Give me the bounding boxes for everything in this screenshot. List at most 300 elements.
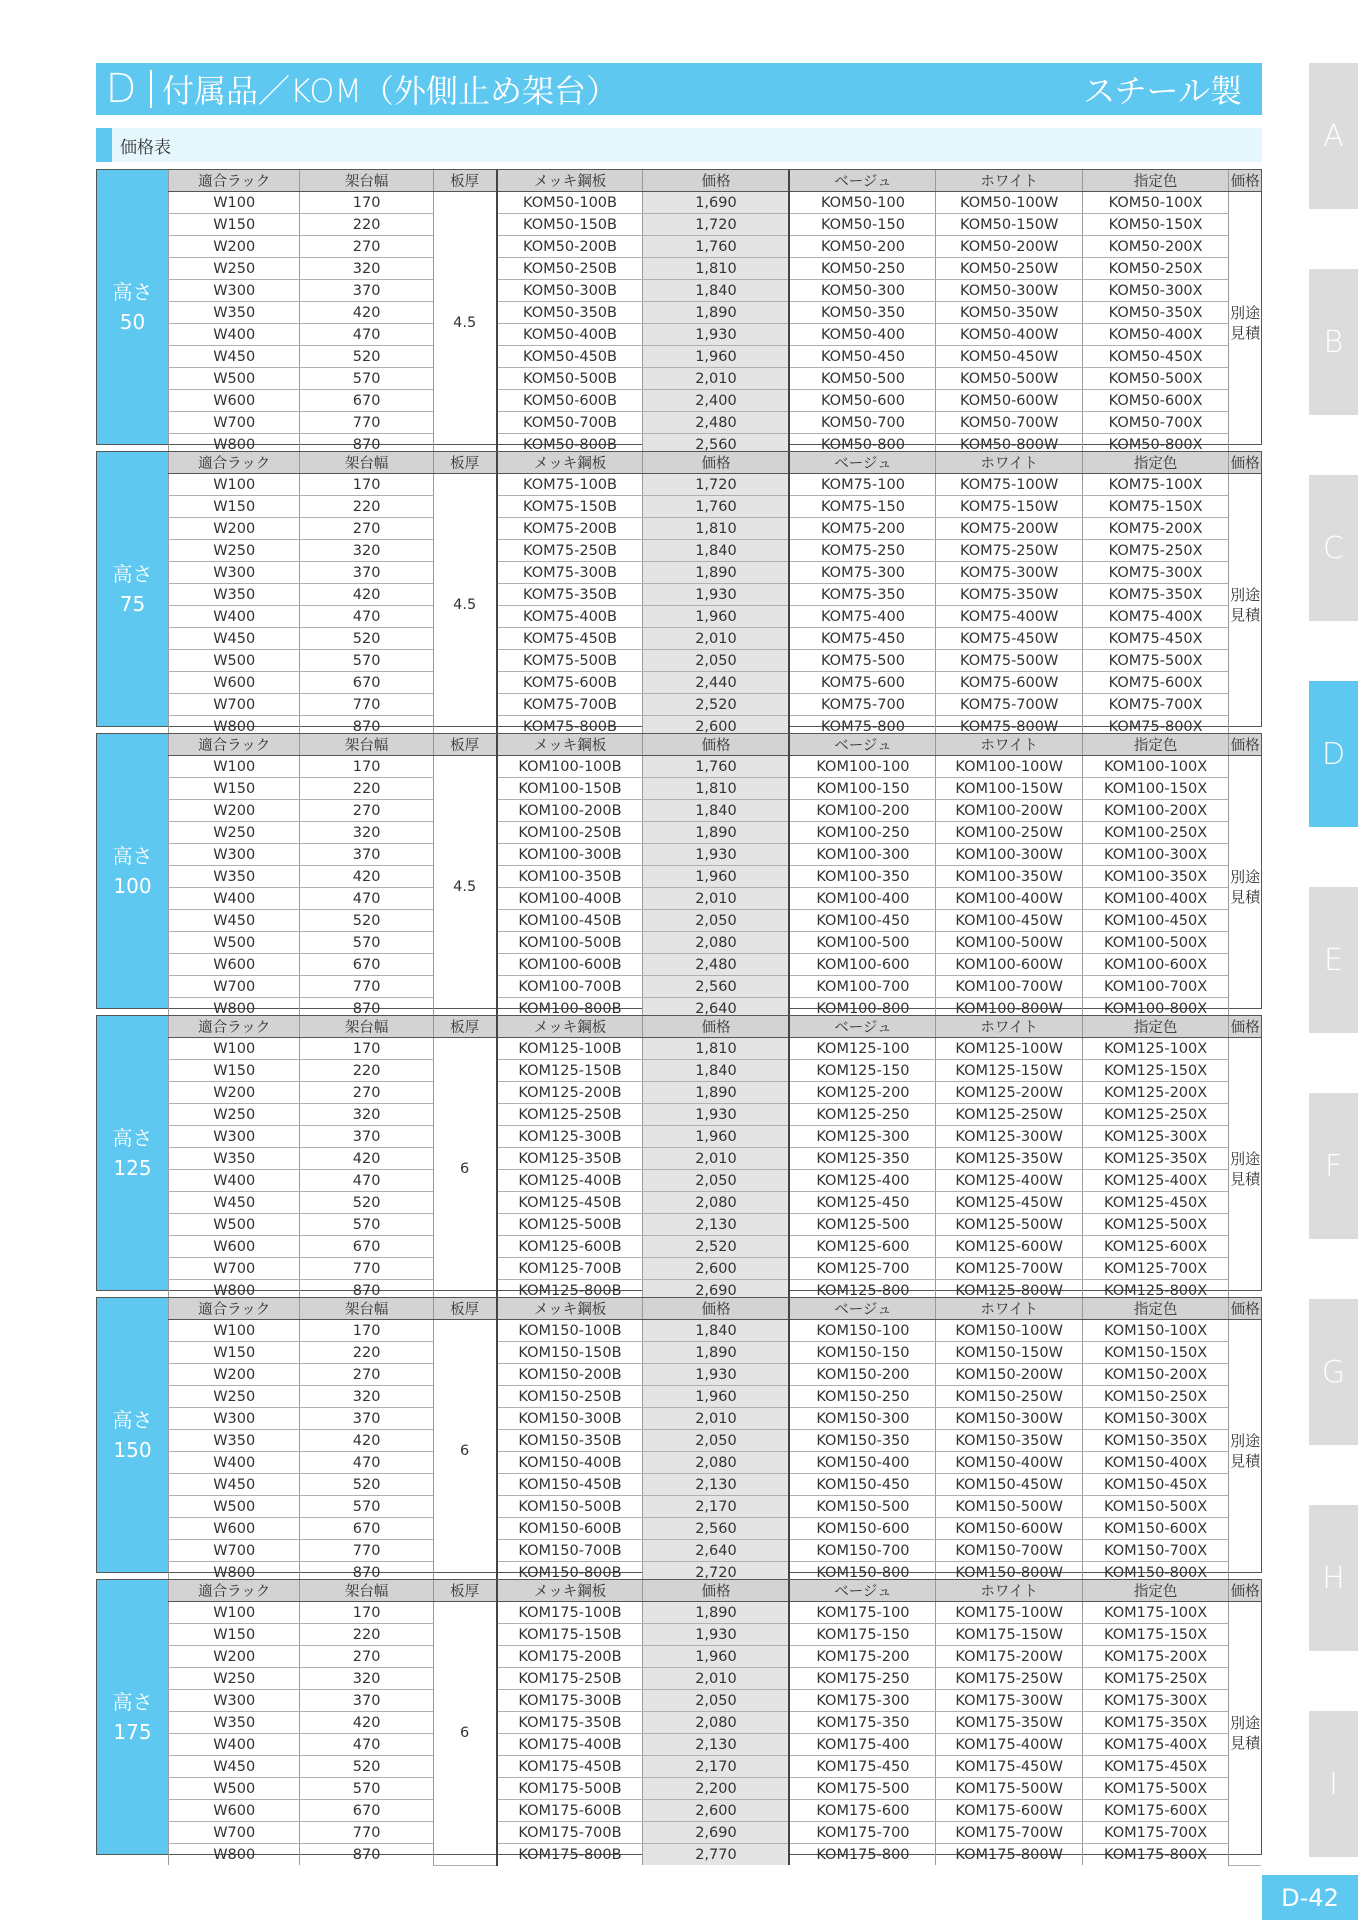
table-cell: 1,810 (643, 258, 789, 280)
table-cell: W150 (169, 1342, 300, 1364)
tab-c[interactable]: C (1309, 475, 1358, 621)
table-cell: KOM150-350W (936, 1430, 1082, 1452)
table-cell: KOM100-400B (497, 888, 643, 910)
tab-a[interactable]: A (1309, 63, 1358, 209)
table-cell: KOM175-400X (1082, 1734, 1228, 1756)
table-row (169, 1148, 1262, 1170)
table-cell: 170 (300, 1320, 433, 1342)
table-cell: 2,080 (643, 1712, 789, 1734)
table-cell: 220 (300, 214, 433, 236)
table-row (169, 866, 1262, 888)
table-cell: KOM175-800X (1082, 1844, 1228, 1866)
tab-i[interactable]: I (1309, 1711, 1358, 1857)
table-cell: KOM150-250X (1082, 1386, 1228, 1408)
table-cell: W150 (169, 1624, 300, 1646)
table-cell: 1,810 (643, 1038, 789, 1060)
table-cell: 670 (300, 672, 433, 694)
column-header: 板厚 (433, 1580, 496, 1602)
table-row (169, 496, 1262, 518)
table-cell: KOM100-300X (1082, 844, 1228, 866)
table-cell: KOM100-600X (1082, 954, 1228, 976)
table-cell: KOM100-100X (1082, 756, 1228, 778)
table-cell: W800 (169, 998, 300, 1020)
table-row (169, 1624, 1262, 1646)
table-cell: 320 (300, 1386, 433, 1408)
table-cell: 470 (300, 1452, 433, 1474)
table-cell: 2,770 (643, 1844, 789, 1866)
table-cell: W500 (169, 1214, 300, 1236)
price-table-block (96, 1015, 1262, 1299)
table-cell: KOM175-700X (1082, 1822, 1228, 1844)
table-cell: KOM75-800W (936, 716, 1082, 738)
table-cell: KOM50-200X (1082, 236, 1228, 258)
table-cell: 470 (300, 324, 433, 346)
table-cell: 1,760 (643, 756, 789, 778)
table-cell: KOM75-300 (789, 562, 935, 584)
table-cell: KOM125-500W (936, 1214, 1082, 1236)
estimate-cell: 別途見積 (1229, 474, 1261, 738)
table-cell: 1,890 (643, 1602, 789, 1624)
table-row (169, 1800, 1262, 1822)
table-cell: KOM100-450B (497, 910, 643, 932)
column-header: 指定色 (1082, 1298, 1228, 1320)
price-table (168, 1298, 1261, 1584)
price-table-block (96, 169, 1262, 453)
price-table-block (96, 733, 1262, 1017)
table-cell: 870 (300, 1280, 433, 1302)
table-cell: KOM75-350W (936, 584, 1082, 606)
table-cell: W150 (169, 778, 300, 800)
tab-e[interactable]: E (1309, 887, 1358, 1033)
column-header: 価格 (643, 452, 789, 474)
table-row (169, 1320, 1262, 1342)
table-cell: KOM125-300 (789, 1126, 935, 1148)
table-cell: 370 (300, 1690, 433, 1712)
table-cell: KOM175-400 (789, 1734, 935, 1756)
table-row (169, 474, 1262, 496)
table-cell: 870 (300, 434, 433, 456)
table-cell: 2,600 (643, 1800, 789, 1822)
table-cell: KOM75-150 (789, 496, 935, 518)
table-cell: W300 (169, 1690, 300, 1712)
table-cell: KOM125-100X (1082, 1038, 1228, 1060)
estimate-cell: 別途見積 (1229, 1320, 1261, 1584)
thickness-cell: 4.5 (433, 474, 496, 738)
table-cell: KOM175-800B (497, 1844, 643, 1866)
thickness-cell: 6 (433, 1320, 496, 1584)
table-cell: KOM125-400W (936, 1170, 1082, 1192)
table-cell: KOM100-100W (936, 756, 1082, 778)
table-cell: KOM50-700X (1082, 412, 1228, 434)
table-cell: KOM125-700W (936, 1258, 1082, 1280)
table-cell: KOM50-300 (789, 280, 935, 302)
column-header: メッキ鋼板 (497, 452, 643, 474)
table-cell: KOM150-400B (497, 1452, 643, 1474)
table-cell: 270 (300, 1364, 433, 1386)
table-cell: W450 (169, 1192, 300, 1214)
table-cell: W800 (169, 1844, 300, 1866)
table-cell: KOM125-150W (936, 1060, 1082, 1082)
table-cell: 370 (300, 562, 433, 584)
table-cell: W600 (169, 1800, 300, 1822)
column-header: 価格 (643, 1298, 789, 1320)
table-cell: 370 (300, 280, 433, 302)
table-row (169, 518, 1262, 540)
table-cell: 270 (300, 518, 433, 540)
table-row (169, 672, 1262, 694)
table-cell: KOM150-250W (936, 1386, 1082, 1408)
column-header: 板厚 (433, 1298, 496, 1320)
page-number: D-42 (1262, 1875, 1358, 1920)
table-cell: 770 (300, 1822, 433, 1844)
table-cell: W600 (169, 1518, 300, 1540)
table-cell: 770 (300, 1258, 433, 1280)
column-header: 価格 (643, 1580, 789, 1602)
table-cell: KOM175-300 (789, 1690, 935, 1712)
table-cell: KOM75-600 (789, 672, 935, 694)
table-cell: KOM175-450X (1082, 1756, 1228, 1778)
table-cell: 320 (300, 1104, 433, 1126)
table-cell: KOM150-400X (1082, 1452, 1228, 1474)
table-cell: KOM125-300W (936, 1126, 1082, 1148)
table-cell: W700 (169, 1822, 300, 1844)
material-label: スチール製 (1083, 72, 1242, 110)
column-header: 架台幅 (300, 1580, 433, 1602)
table-cell: KOM150-800B (497, 1562, 643, 1584)
price-table (168, 734, 1261, 1020)
table-cell: KOM100-150X (1082, 778, 1228, 800)
estimate-cell: 別途見積 (1229, 1038, 1261, 1302)
table-cell: KOM125-600X (1082, 1236, 1228, 1258)
table-cell: 2,010 (643, 628, 789, 650)
table-cell: KOM50-450X (1082, 346, 1228, 368)
table-cell: 370 (300, 1408, 433, 1430)
table-cell: 1,720 (643, 214, 789, 236)
table-cell: KOM125-200X (1082, 1082, 1228, 1104)
table-cell: 2,720 (643, 1562, 789, 1584)
table-cell: KOM50-800X (1082, 434, 1228, 456)
table-cell: 2,010 (643, 368, 789, 390)
table-cell: KOM125-600W (936, 1236, 1082, 1258)
table-cell: KOM50-250B (497, 258, 643, 280)
table-cell: 2,640 (643, 998, 789, 1020)
table-cell: 370 (300, 1126, 433, 1148)
table-cell: 270 (300, 236, 433, 258)
column-header: 価格 (1229, 734, 1261, 756)
column-header: 架台幅 (300, 734, 433, 756)
table-cell: KOM125-350W (936, 1148, 1082, 1170)
table-cell: KOM50-100B (497, 192, 643, 214)
table-cell: KOM100-300B (497, 844, 643, 866)
table-cell: KOM75-350B (497, 584, 643, 606)
table-cell: 1,810 (643, 778, 789, 800)
table-cell: KOM150-700W (936, 1540, 1082, 1562)
thickness-cell: 6 (433, 1038, 496, 1302)
table-cell: KOM50-250W (936, 258, 1082, 280)
table-cell: KOM175-200B (497, 1646, 643, 1668)
table-cell: W400 (169, 1452, 300, 1474)
table-cell: 2,130 (643, 1474, 789, 1496)
column-header: 指定色 (1082, 1580, 1228, 1602)
table-cell: 1,960 (643, 1126, 789, 1148)
column-header: メッキ鋼板 (497, 170, 643, 192)
table-cell: KOM50-700W (936, 412, 1082, 434)
table-cell: 2,080 (643, 1192, 789, 1214)
tab-f[interactable]: F (1309, 1093, 1358, 1239)
table-cell: W250 (169, 540, 300, 562)
table-cell: KOM175-250B (497, 1668, 643, 1690)
table-cell: KOM75-250W (936, 540, 1082, 562)
table-cell: KOM75-450B (497, 628, 643, 650)
table-row (169, 1540, 1262, 1562)
tab-d[interactable]: D (1309, 681, 1358, 827)
table-cell: 220 (300, 496, 433, 518)
table-cell: W600 (169, 954, 300, 976)
table-row (169, 1386, 1262, 1408)
table-cell: KOM175-300X (1082, 1690, 1228, 1712)
table-cell: KOM75-200X (1082, 518, 1228, 540)
table-cell: KOM100-450W (936, 910, 1082, 932)
table-cell: 1,960 (643, 606, 789, 628)
table-cell: KOM175-600 (789, 1800, 935, 1822)
table-cell: W700 (169, 694, 300, 716)
table-row (169, 1668, 1262, 1690)
table-cell: 670 (300, 1518, 433, 1540)
column-header: 価格 (1229, 452, 1261, 474)
table-cell: KOM75-500B (497, 650, 643, 672)
table-row (169, 1690, 1262, 1712)
table-cell: W250 (169, 1668, 300, 1690)
table-cell: KOM50-600 (789, 390, 935, 412)
table-header-row (169, 734, 1262, 756)
table-cell: W200 (169, 1364, 300, 1386)
table-cell: KOM50-350 (789, 302, 935, 324)
table-cell: 1,760 (643, 496, 789, 518)
table-row (169, 932, 1262, 954)
table-cell: KOM100-250 (789, 822, 935, 844)
table-cell: KOM75-450X (1082, 628, 1228, 650)
table-cell: KOM150-100X (1082, 1320, 1228, 1342)
table-cell: KOM100-700 (789, 976, 935, 998)
table-cell: KOM75-100B (497, 474, 643, 496)
table-cell: KOM125-350B (497, 1148, 643, 1170)
table-row (169, 1646, 1262, 1668)
column-header: 指定色 (1082, 1016, 1228, 1038)
column-header: 価格 (1229, 1580, 1261, 1602)
table-cell: 2,400 (643, 390, 789, 412)
table-cell: 1,930 (643, 1624, 789, 1646)
table-cell: W350 (169, 1712, 300, 1734)
table-cell: W700 (169, 412, 300, 434)
height-label-text: 高さ (112, 280, 153, 304)
table-cell: KOM125-150X (1082, 1060, 1228, 1082)
thickness-cell: 4.5 (433, 192, 496, 456)
height-label (97, 1580, 168, 1854)
table-cell: 1,930 (643, 584, 789, 606)
table-row (169, 822, 1262, 844)
table-cell: KOM150-350B (497, 1430, 643, 1452)
table-cell: KOM175-600W (936, 1800, 1082, 1822)
table-cell: W300 (169, 280, 300, 302)
table-cell: 1,890 (643, 822, 789, 844)
tab-b[interactable]: B (1309, 269, 1358, 415)
table-cell: 870 (300, 998, 433, 1020)
table-cell: 1,960 (643, 346, 789, 368)
table-cell: KOM150-300 (789, 1408, 935, 1430)
table-cell: KOM150-800 (789, 1562, 935, 1584)
table-cell: KOM175-600B (497, 1800, 643, 1822)
column-header: 指定色 (1082, 170, 1228, 192)
table-cell: KOM175-200 (789, 1646, 935, 1668)
table-cell: 670 (300, 1800, 433, 1822)
table-cell: KOM75-500 (789, 650, 935, 672)
table-cell: KOM50-450B (497, 346, 643, 368)
table-cell: 2,050 (643, 1170, 789, 1192)
table-cell: 370 (300, 844, 433, 866)
table-row (169, 412, 1262, 434)
table-cell: 2,560 (643, 434, 789, 456)
table-cell: KOM100-500B (497, 932, 643, 954)
column-header: 指定色 (1082, 734, 1228, 756)
table-cell: 570 (300, 932, 433, 954)
table-cell: KOM175-350X (1082, 1712, 1228, 1734)
table-cell: 220 (300, 1060, 433, 1082)
table-cell: KOM175-450 (789, 1756, 935, 1778)
table-cell: KOM50-350W (936, 302, 1082, 324)
table-cell: 2,480 (643, 954, 789, 976)
table-cell: KOM100-600 (789, 954, 935, 976)
column-header: ベージュ (789, 1580, 935, 1602)
table-cell: KOM50-400B (497, 324, 643, 346)
table-cell: KOM125-700B (497, 1258, 643, 1280)
thickness-cell: 6 (433, 1602, 496, 1866)
table-cell: KOM50-100W (936, 192, 1082, 214)
table-cell: KOM75-600B (497, 672, 643, 694)
table-cell: KOM50-600W (936, 390, 1082, 412)
table-cell: 320 (300, 1668, 433, 1690)
height-label-text: 高さ (112, 844, 153, 868)
table-cell: KOM50-300B (497, 280, 643, 302)
table-cell: KOM175-500 (789, 1778, 935, 1800)
column-header: ホワイト (936, 1298, 1082, 1320)
table-cell: KOM125-400 (789, 1170, 935, 1192)
table-cell: W700 (169, 1258, 300, 1280)
table-cell: 2,560 (643, 976, 789, 998)
table-cell: W400 (169, 324, 300, 346)
table-cell: KOM100-150B (497, 778, 643, 800)
table-cell: KOM75-250B (497, 540, 643, 562)
table-cell: W500 (169, 1778, 300, 1800)
table-cell: KOM50-800W (936, 434, 1082, 456)
table-cell: KOM125-100 (789, 1038, 935, 1060)
table-cell: 870 (300, 1844, 433, 1866)
column-header: 適合ラック (169, 1016, 300, 1038)
table-cell: 870 (300, 716, 433, 738)
column-header: ホワイト (936, 452, 1082, 474)
table-cell: 2,600 (643, 1258, 789, 1280)
section-heading-bar (96, 128, 112, 162)
table-row (169, 778, 1262, 800)
table-cell: 870 (300, 1562, 433, 1584)
price-table (168, 1580, 1261, 1866)
table-cell: KOM75-150B (497, 496, 643, 518)
table-cell: KOM125-350X (1082, 1148, 1228, 1170)
table-cell: 470 (300, 606, 433, 628)
table-cell: 270 (300, 800, 433, 822)
table-cell: W450 (169, 346, 300, 368)
table-cell: 170 (300, 1602, 433, 1624)
table-row (169, 1126, 1262, 1148)
table-cell: 1,960 (643, 866, 789, 888)
table-cell: KOM75-200B (497, 518, 643, 540)
table-cell: W600 (169, 672, 300, 694)
height-label (97, 452, 168, 726)
table-cell: W400 (169, 1734, 300, 1756)
table-cell: KOM150-350 (789, 1430, 935, 1452)
table-cell: KOM50-500X (1082, 368, 1228, 390)
table-cell: W100 (169, 192, 300, 214)
column-header: 板厚 (433, 1016, 496, 1038)
table-cell: KOM50-350B (497, 302, 643, 324)
table-cell: KOM125-250X (1082, 1104, 1228, 1126)
table-cell: KOM125-500 (789, 1214, 935, 1236)
height-label-text: 高さ (112, 1126, 153, 1150)
table-cell: KOM175-150W (936, 1624, 1082, 1646)
table-cell: W250 (169, 258, 300, 280)
table-cell: KOM175-150X (1082, 1624, 1228, 1646)
table-cell: 470 (300, 1170, 433, 1192)
table-cell: 1,810 (643, 518, 789, 540)
table-cell: 1,930 (643, 1104, 789, 1126)
table-cell: 1,840 (643, 800, 789, 822)
table-cell: 1,690 (643, 192, 789, 214)
table-cell: KOM175-250 (789, 1668, 935, 1690)
table-row (169, 1518, 1262, 1540)
table-row (169, 1104, 1262, 1126)
table-cell: KOM100-100 (789, 756, 935, 778)
tab-h[interactable]: H (1309, 1505, 1358, 1651)
table-cell: KOM150-500 (789, 1496, 935, 1518)
table-cell: KOM100-250X (1082, 822, 1228, 844)
table-cell: KOM50-200 (789, 236, 935, 258)
table-cell: W300 (169, 562, 300, 584)
table-cell: 170 (300, 756, 433, 778)
table-cell: KOM50-500B (497, 368, 643, 390)
tab-g[interactable]: G (1309, 1299, 1358, 1445)
column-header: 価格 (1229, 1298, 1261, 1320)
table-cell: KOM175-800W (936, 1844, 1082, 1866)
table-cell: KOM150-500B (497, 1496, 643, 1518)
table-row (169, 1822, 1262, 1844)
table-cell: W500 (169, 1496, 300, 1518)
table-cell: 770 (300, 412, 433, 434)
table-cell: 770 (300, 1540, 433, 1562)
table-cell: 420 (300, 584, 433, 606)
table-cell: 1,930 (643, 324, 789, 346)
table-cell: KOM150-200 (789, 1364, 935, 1386)
table-cell: KOM75-200 (789, 518, 935, 540)
page-header (96, 63, 1262, 115)
table-cell: W200 (169, 1082, 300, 1104)
table-cell: KOM100-400 (789, 888, 935, 910)
column-header: 板厚 (433, 734, 496, 756)
column-header: メッキ鋼板 (497, 734, 643, 756)
table-cell: KOM75-800X (1082, 716, 1228, 738)
section-letter: D (105, 66, 137, 112)
table-cell: 570 (300, 1214, 433, 1236)
table-cell: W350 (169, 584, 300, 606)
table-cell: 1,890 (643, 562, 789, 584)
